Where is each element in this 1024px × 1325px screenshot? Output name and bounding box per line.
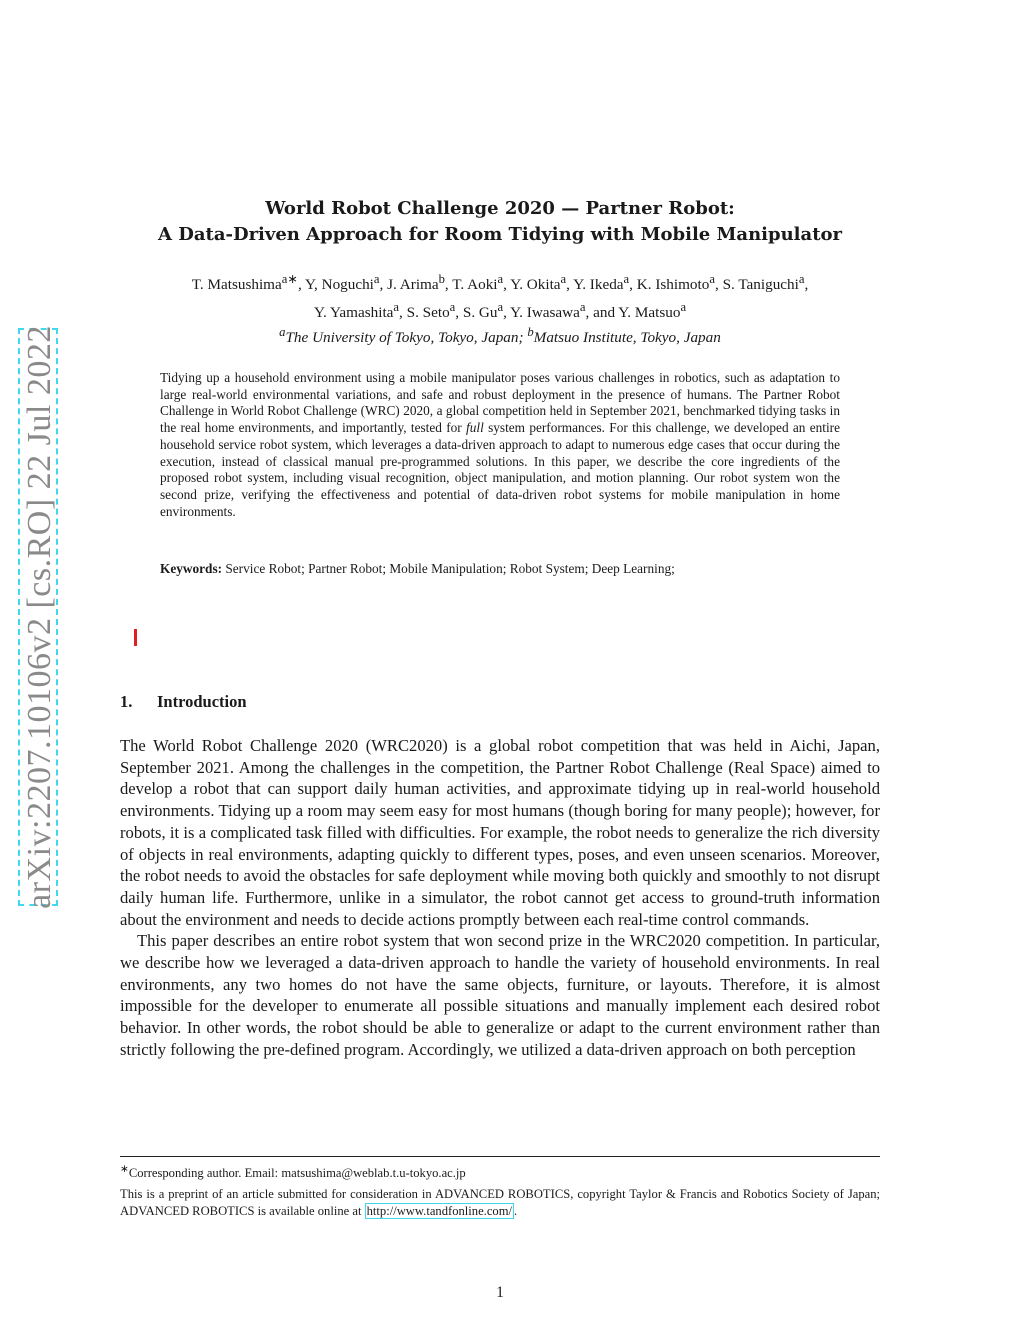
preprint-end: .	[514, 1204, 518, 1218]
author-affil-mark: a	[497, 272, 504, 286]
author-affil-mark: a	[798, 272, 805, 286]
section-number: 1.	[120, 692, 133, 711]
preprint-link[interactable]: http://www.tandfonline.com/	[366, 1204, 513, 1218]
author: S. Taniguchi	[722, 276, 799, 294]
arxiv-stamp-text: arXiv:2207.10106v2 [cs.RO] 22 Jul 2022	[21, 325, 58, 909]
affiliations	[110, 322, 890, 348]
paper-title	[120, 196, 880, 248]
paragraph: The World Robot Challenge 2020 (WRC2020) is a global robot competition that was held in Aichi, Japan, September 2021. Among the challenges in the competition, the Partner Robot Challenge (Real Space) aimed to develop a robot that can support daily human activities, and approximate tidying up in real-world household environments. Tidying up a room may seem easy for most humans (though boring for many people); however, for robots, it is a complicated task filled with difficulties. For example, the robot needs to generalize the rich diversity of objects in real environments, adapting quickly to different types, poses, and even unseen scenarios. Moreover, the robot needs to avoid the obstacles for safe deployment while moving both quickly and smoothly to not disrupt daily human life. Furthermore, unlike in a simulator, the robot cannot get access to ground-truth information about the environment and needs to decide actions promptly between each real-time control commands.	[120, 736, 880, 929]
keywords	[160, 561, 840, 577]
author: and Y. Matsuo	[593, 304, 681, 322]
author: T. Matsushima	[191, 276, 282, 294]
preprint-text: This is a preprint of an article submitted for consideration in ADVANCED ROBOTICS, copyright Taylor & Francis and Robotics Society of Japan; ADVANCED ROBOTICS is available online at	[120, 1187, 880, 1218]
author-affil-mark: a	[373, 272, 380, 286]
affil-b: Matsuo Institute, Tokyo, Japan	[533, 329, 721, 347]
author: S. Gu	[462, 304, 498, 322]
author-affil-mark: a	[497, 300, 504, 315]
author: J. Arima	[387, 276, 439, 294]
author-affil-mark: a∗	[281, 272, 298, 286]
author-line-2: Y. Yamashita$^a$, S. Seto$^a$, S. Gu$^a$, Y. Iwasawa$^a$, and Y. Matsuo$^a$	[313, 300, 687, 322]
footnote-rule	[120, 1156, 880, 1157]
abstract	[160, 370, 840, 520]
affil-mark-a: a	[279, 325, 286, 339]
paragraph: This paper describes an entire robot system that won second prize in the WRC2020 competition. In particular, we describe how we leveraged a data-driven approach to handle the variety of household environments. In real environments, any two homes do not have the same objects, furniture, or layouts. Therefore, it is almost impossible for the developer to enumerate all possible situations and manually implement each desired robot behavior. In other words, the robot should be able to generalize or adapt to the current environment rather than strictly following the pre-defined program. Accordingly, we utilized a data-driven approach on both perception	[120, 931, 880, 1059]
author: Y, Noguchi	[305, 276, 374, 294]
arxiv-stamp[interactable]	[18, 325, 62, 909]
author-affil-mark: a	[393, 300, 400, 315]
author-affil-mark: a	[560, 272, 567, 286]
abstract-text-2: system performances. For this challenge, we developed an entire household service robot system, which leverages a data-driven approach to adapt to numerous edge cases that occur during the execution, instead of classical manual pre-programmed solutions. In this paper, we describe the core ingredients of the proposed robot system, including visual recognition, object manipulation, and motion planning. Our robot system won the second prize, verifying the effectiveness and potential of data-driven robot systems for mobile manipulation in home environments.	[160, 420, 841, 519]
author-affil-mark: b	[438, 272, 445, 286]
footnote-text: Corresponding author. Email: matsushima@weblab.t.u-tokyo.ac.jp	[128, 1166, 466, 1181]
section-heading	[120, 692, 247, 712]
title-line-1: World Robot Challenge 2020 — Partner Robot:	[265, 198, 735, 219]
footnote-mark: ∗	[120, 1164, 129, 1175]
author: Y. Okita	[510, 276, 561, 294]
section-title: Introduction	[157, 692, 247, 711]
title-line-2: A Data-Driven Approach for Room Tidying with Mobile Manipulator	[158, 224, 842, 245]
author: Y. Iwasawa	[510, 304, 580, 322]
affil-a: The University of Tokyo, Tokyo, Japan;	[285, 329, 524, 347]
author: K. Ishimoto	[636, 276, 710, 294]
affil-mark-b: b	[527, 325, 534, 339]
author-affil-mark: a	[579, 300, 586, 315]
keywords-text: Service Robot; Partner Robot; Mobile Manipulation; Robot System; Deep Learning;	[225, 561, 675, 576]
footnote	[120, 1162, 880, 1182]
body-text	[120, 735, 880, 1061]
keywords-label: Keywords:	[160, 561, 223, 576]
author-list	[110, 268, 890, 324]
abstract-emphasis: full	[466, 420, 484, 436]
abstract-text-1: Tidying up a household environment using a mobile manipulator poses various challenges in robotics, such as adaptation to large real-world environmental variations, and safe and robust deployment in the presence of humans. The Partner Robot Challenge in World Robot Challenge (WRC) 2020, a global competition held in September 2021, benchmarked tidying tasks in the real home environments, and importantly, tested for	[160, 370, 840, 436]
author-affil-mark: a	[623, 272, 630, 286]
author-affil-mark: a	[449, 300, 456, 315]
author-line-1: T. Matsushima$^{a∗}$, Y, Noguchi$^a$, J. Arima$^b$, T. Aoki$^a$, Y. Okita$^a$, Y. Ikeda$^a$, K. Ishimoto$^a$, S. Taniguchi$^a$,	[191, 272, 809, 294]
author: S. Seto	[406, 304, 450, 322]
page-number: 1	[496, 1284, 504, 1301]
author-affil-mark: a	[709, 272, 715, 286]
author: Y. Yamashita	[313, 304, 394, 322]
author-affil-mark: a	[680, 300, 687, 315]
red-cursor-mark	[134, 629, 137, 646]
preprint-notice	[120, 1186, 880, 1220]
author: T. Aoki	[452, 276, 498, 294]
author: Y. Ikeda	[573, 276, 624, 294]
